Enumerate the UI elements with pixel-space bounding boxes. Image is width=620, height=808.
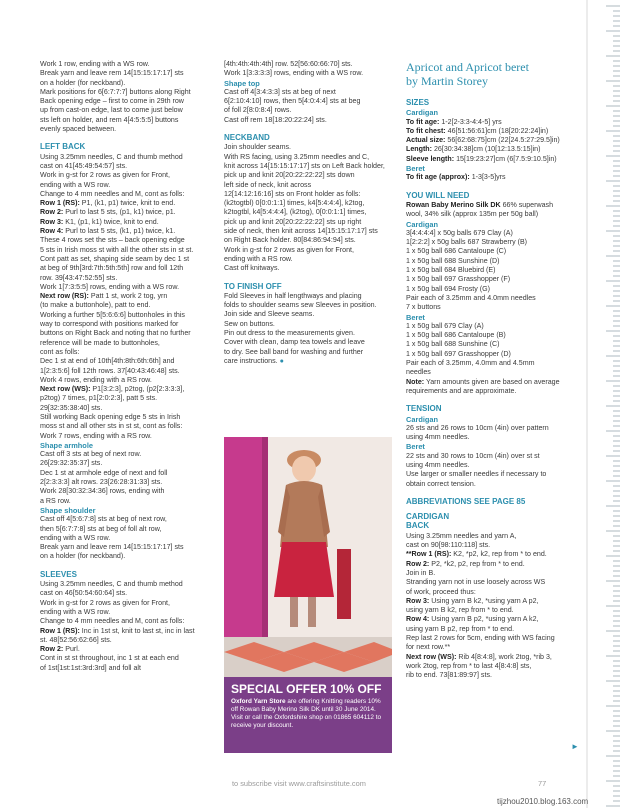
row-2-label: Row 2: bbox=[40, 208, 64, 217]
fit-chest-value: 46[51:56:61]cm (18[20:22:24]in) bbox=[445, 126, 549, 135]
sleeves-text: Using 3.25mm needles, C and thumb method cast on 46[50:54:60:64] sts. Work in g-st for 2 rows as given for Front, ending with a WS row. Change to 4 mm needles and M, cont as folls: bbox=[40, 580, 185, 626]
finish-text bbox=[224, 292, 394, 366]
back-row-2-label: Row 2: bbox=[406, 559, 430, 568]
yarn-name: Rowan Baby Merino Silk DK bbox=[406, 200, 501, 209]
tension-cardigan-label: Cardigan bbox=[406, 414, 439, 424]
pattern-title: Apricot and Apricot beret bbox=[406, 60, 529, 74]
row-3 bbox=[40, 218, 212, 227]
back-text-3: Rep last 2 rows for 5cm, ending with WS facing for next row.** bbox=[406, 634, 555, 652]
back-row-3-text: Using yarn B k2, *using yarn A p2, using yarn B k2, rep from * to end. bbox=[406, 596, 539, 615]
sleeve-length-label: Sleeve length: bbox=[406, 154, 455, 163]
row-1 bbox=[40, 199, 212, 208]
actual-size bbox=[406, 136, 576, 145]
shape-shoulder-heading: Shape shoulder bbox=[40, 505, 96, 515]
back-row-1-text: K2, *p2, k2, rep from * to end. bbox=[451, 550, 547, 559]
yarn-info bbox=[406, 201, 576, 220]
note-text: Yarn amounts given are based on average requirements and are approximate. bbox=[406, 377, 560, 395]
offer-text bbox=[231, 698, 385, 730]
sleeves-text-2: Cont in st st throughout, inc 1 st at each end of 1st[1st:1st:3rd:3rd] and foll alt bbox=[40, 654, 179, 672]
length-value: 26[30:34:38]cm (10[12:13.5:15]in) bbox=[432, 145, 541, 154]
fit-chest-label: To fit chest: bbox=[406, 126, 446, 135]
sleeve-length-value: 15[19:23:27]cm (6[7.5:9:10.5]in) bbox=[454, 154, 557, 163]
continue-arrow-icon: ► bbox=[571, 742, 579, 751]
yarn-desc: 66% superwash wool, 34% silk (approx 135m per 50g ball) bbox=[406, 200, 554, 219]
column-right bbox=[406, 60, 576, 681]
back-next-row-ws-text: Rib 4[8:4:8], work 2tog, *rib 3, work 2tog, rep from * to last 4[8:4:8] sts, rib to end. 73[81:89:97] sts. bbox=[406, 652, 552, 680]
next-row-ws-label: Next row (WS): bbox=[40, 385, 91, 394]
back-text-2: Join in B. Stranding yarn not in use loosely across WS of work, proceed thus: bbox=[406, 568, 546, 596]
fit-age bbox=[406, 118, 576, 127]
back-heading: BACK bbox=[406, 521, 430, 531]
shape-armhole-heading: Shape armhole bbox=[40, 440, 93, 450]
actual-size-label: Actual size: bbox=[406, 136, 446, 145]
back-row-2-text: P2, *k2, p2, rep from * to end. bbox=[429, 559, 525, 568]
sleeve-row-1 bbox=[40, 627, 212, 646]
back-row-3-label: Row 3: bbox=[406, 596, 430, 605]
left-back-heading: LEFT BACK bbox=[40, 142, 86, 152]
row-4-label: Row 4: bbox=[40, 227, 64, 236]
next-row-ws-text: P1[3:2:3], p2tog, (p2[2:3:3:3], p2tog) 7 times, p1[2:0:2:3], patt 5 sts. 29[32:35:38:40] sts. Still working Back opening edge 5 sts in Irish moss st and all other sts in st st, cont as folls: Work 7 rows, ending with a RS row. bbox=[40, 385, 185, 440]
sleeve-row-2-label: Row 2: bbox=[40, 645, 64, 654]
offer-body: are offering Knitting readers 10% off Rowan Baby Merino Silk DK until 30 June 2014. Visit or call the Oxfordshire shop on 01865 604112 to receive your discount. bbox=[231, 698, 382, 729]
note bbox=[406, 378, 576, 397]
sleeve-row-1-text: Inc in 1st st, knit to last st, inc in last st. 48[52:56:62:66] sts. bbox=[40, 626, 195, 644]
neckband-heading: NECKBAND bbox=[224, 133, 270, 143]
back-row-3 bbox=[406, 597, 576, 616]
next-row-rs-label: Next row (RS): bbox=[40, 292, 89, 301]
back-next-row-ws bbox=[406, 653, 576, 681]
left-back-text-2: These 4 rows set the sts – back opening edge 5 sts in Irish moss st with all the other sts in st st. Cont patt as set, shaping side seam by dec 1 st at beg of 9th[3rd:7th:5th:5th] row and foll 12th row. 39[43:47:52:55] sts. Work 1[7:3:5:5] rows, ending with a WS row. bbox=[40, 236, 194, 291]
tension-beret-text: 22 sts and 30 rows to 10cm (4in) over st st using 4mm needles. Use larger or smaller needles if necessary to obtain correct tension. bbox=[406, 451, 547, 488]
next-row-rs-text: Patt 1 st, work 2 tog, yrn (to make a buttonhole), patt to end. bbox=[40, 292, 168, 310]
cardigan-needs: 3[4:4:4:4] x 50g balls 679 Clay (A) 1[2:2:2] x 50g balls 687 Strawberry (B) 1 x 50g ball 686 Cantaloupe (C) 1 x 50g ball 688 Sunshine (D) 1 x 50g ball 684 Bluebird (E) 1 x 50g ball 697 Grasshopper (F) 1 x 50g ball 694 Frosty (G) Pair each of 3.25mm and 4.0mm needles 7 x buttons bbox=[406, 228, 536, 312]
end-mark: ● bbox=[279, 356, 284, 365]
sizes-beret-label: Beret bbox=[406, 164, 425, 174]
shoulder-text: Cast off 4[5:6:7:8] sts at beg of next row, then 5[6:7:7:8] sts at beg of foll alt row, ending with a WS row. Break yarn and leave rem 14[15:15:17:17] sts on a holder (for neckband). bbox=[40, 515, 184, 561]
need-beret-label: Beret bbox=[406, 312, 425, 322]
watermark: tijzhou2010.blog.163.com bbox=[497, 797, 589, 806]
sleeve-row-2-text: Purl. bbox=[63, 645, 80, 654]
row-1-label: Row 1 (RS): bbox=[40, 199, 80, 208]
row-1-text: P1, (k1, p1) twice, knit to end. bbox=[79, 199, 176, 208]
sleeves-heading: SLEEVES bbox=[40, 569, 77, 579]
intro-text: Work 1 row, ending with a WS row. Break yarn and leave rem 14[15:15:17:17] sts on a holder (for neckband). Mark positions for 6[6:7:7:7] buttons along Right Back opening edge – first to come in 29th row up from cast-on edge, last to come just below sts left on holder, and rem 4[4:5:5:5] buttons evenly spaced between. bbox=[40, 60, 191, 134]
back-row-1-label: **Row 1 (RS): bbox=[406, 550, 452, 559]
length bbox=[406, 145, 576, 154]
page-number: 77 bbox=[538, 779, 547, 788]
tension-cardigan-text: 26 sts and 26 rows to 10cm (4in) over pattern using 4mm needles. bbox=[406, 423, 549, 442]
fit-chest bbox=[406, 127, 576, 136]
beret-fit-value: 1-3[3-5]yrs bbox=[469, 173, 506, 182]
need-heading: YOU WILL NEED bbox=[406, 190, 470, 200]
fit-age-label: To fit age: bbox=[406, 117, 440, 126]
special-offer-box bbox=[224, 677, 392, 753]
fit-age-value: 1-2[2-3:3-4:4-5] yrs bbox=[439, 117, 502, 126]
shape-top-text: Cast off 4[3:4:3:3] sts at beg of next 6[2:10:4:10] rows, then 5[4:0:4:4] sts at beg of foll 2[8:0:8:4] rows. Cast off rem 18[18:20:22:24] sts. bbox=[224, 87, 361, 124]
next-row-rs bbox=[40, 292, 212, 311]
abbreviations-heading: ABBREVIATIONS SEE PAGE 85 bbox=[406, 496, 526, 506]
length-label: Length: bbox=[406, 145, 433, 154]
footer-subscribe: to subscribe visit www.craftsinstitute.com bbox=[232, 779, 366, 788]
offer-store: Oxford Yarn Store bbox=[231, 698, 286, 705]
back-row-4-text: Using yarn B p2, *using yarn A k2, using yarn B p2, rep from * to end. bbox=[406, 615, 539, 633]
row-4-text: Purl to last 5 sts, (k1, p1) twice, k1. bbox=[63, 227, 176, 236]
finish-text-body: Fold Sleeves in half lengthways and placing folds to shoulder seams sew Sleeves in position. Join side and Sleeve seams. Sew on buttons. Pin out dress to the measurements given. Cover with clean, damp tea towels and leave to dry. See ball band for washing and further care instructions. bbox=[224, 291, 377, 365]
need-cardigan-label: Cardigan bbox=[406, 219, 439, 229]
actual-size-value: 56[62:68:75]cm (22[24.5:27:29.5]in) bbox=[445, 136, 560, 145]
armhole-text: Cast off 3 sts at beg of next row. 26[29:32:35:37] sts. Dec 1 st at armhole edge of next and foll 2[2:3:3:3] alt rows. 23[26:28:31:33] sts. Work 28[30:32:34:36] rows, ending with a RS row. bbox=[40, 450, 168, 505]
beret-needs: 1 x 50g ball 679 Clay (A) 1 x 50g ball 686 Cantaloupe (B) 1 x 50g ball 688 Sunshine (C) 1 x 50g ball 697 Grasshopper (D) Pair each of 3.25mm, 4.0mm and 4.5mm needles bbox=[406, 321, 535, 377]
tension-beret-label: Beret bbox=[406, 442, 425, 452]
sleeve-row-2 bbox=[40, 645, 212, 654]
beret-fit-label: To fit age (approx): bbox=[406, 173, 470, 182]
column-middle bbox=[224, 60, 394, 366]
column-left bbox=[40, 60, 212, 673]
note-label: Note: bbox=[406, 377, 425, 386]
back-intro: Using 3.25mm needles and yarn A, cast on 90[98:110:118] sts. bbox=[406, 531, 517, 550]
neckband-text: Join shoulder seams. With RS facing, using 3.25mm needles and C, knit across 14[15:15:17:17] sts on Left Back holder, pick up and knit 20[20:22:22:22] sts down left side of neck, knit across 12[14:12:16:16] sts on Front holder as folls: (k2togtbl) 0[0:0:1:1] times, k4[5:4:4:4], k2tog, k2togtbl, k4[5:4:4:4], (k2tog), 0[0:0:1:1] times, pick up and knit 20[20:22:22:22] sts up right side of neck, then knit across 14[15:15:17:17] sts on Right Back holder. 80[84:86:94:94] sts. Work in g-st for 2 rows as given for Front, ending with a RS row. Cast off knitways. bbox=[224, 143, 385, 273]
back-row-4 bbox=[406, 615, 576, 634]
cardigan-heading: CARDIGAN bbox=[406, 512, 450, 522]
sizes-heading: SIZES bbox=[406, 98, 430, 107]
next-row-ws bbox=[40, 385, 212, 441]
shape-top-heading: Shape top bbox=[224, 78, 260, 88]
row-4 bbox=[40, 227, 212, 236]
offer-heading: SPECIAL OFFER 10% OFF bbox=[231, 682, 382, 696]
sleeve-length bbox=[406, 155, 576, 164]
row-3-label: Row 3: bbox=[40, 217, 64, 226]
ruler-edge bbox=[586, 0, 620, 808]
finish-heading: TO FINISH OFF bbox=[224, 281, 282, 291]
row-2 bbox=[40, 208, 212, 217]
pattern-byline: by Martin Storey bbox=[406, 74, 488, 88]
col2-intro: [4th:4th:4th:4th] row. 52[56:60:66:70] sts. Work 1[3:3:3:3] rows, ending with a WS row. bbox=[224, 60, 364, 78]
beret-fit bbox=[406, 173, 576, 182]
back-row-1 bbox=[406, 550, 576, 559]
back-next-row-ws-label: Next row (WS): bbox=[406, 652, 457, 661]
back-row-4-label: Row 4: bbox=[406, 615, 430, 624]
tension-heading: TENSION bbox=[406, 404, 442, 414]
left-back-intro: Using 3.25mm needles, C and thumb method cast on 41[45:49:54:57] sts. Work in g-st for 2 rows as given for Front, ending with a WS row. Change to 4 mm needles and M, cont as folls: bbox=[40, 152, 185, 198]
sizes-cardigan-label: Cardigan bbox=[406, 108, 439, 118]
left-back-text-3: Working a further 5[5:6:6:6] buttonholes in this way to correspond with positions marked for buttons on Right Back and noting that no further reference will be made to buttonholes, cont as folls: Dec 1 st at end of 10th[4th:8th:6th:6th] and 1[2:3:5:6] foll 12th rows. 37[40:43:46:48] sts. Work 4 rows, ending with a RS row. bbox=[40, 310, 191, 384]
sleeve-row-1-label: Row 1 (RS): bbox=[40, 626, 80, 635]
row-3-text: K1, (p1, k1) twice, knit to end. bbox=[63, 217, 159, 226]
back-row-2 bbox=[406, 560, 576, 569]
row-2-text: Purl to last 5 sts, (p1, k1) twice, p1. bbox=[63, 208, 176, 217]
